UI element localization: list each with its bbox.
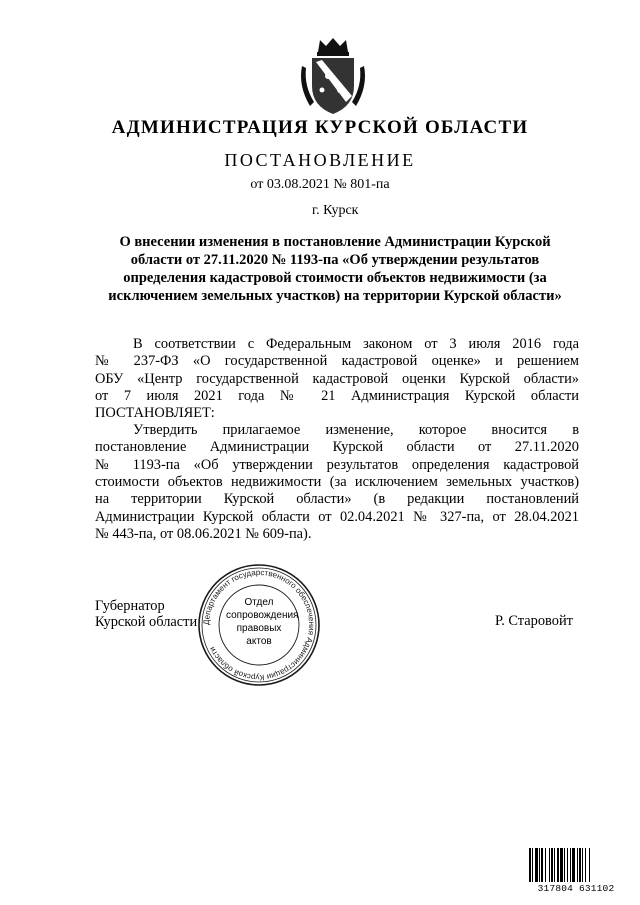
- barcode-bar: [541, 848, 543, 882]
- barcode-bar: [532, 848, 533, 882]
- barcode-bar: [579, 848, 581, 882]
- barcode-bar: [549, 848, 550, 882]
- barcode-bar: [589, 848, 590, 882]
- barcode-bar: [564, 848, 565, 882]
- body-line: № 237-ФЗ «О государственной кадастровой оценке» и решением: [95, 353, 579, 369]
- body-line: на территории Курской области» (в редакции постановлений: [95, 491, 579, 507]
- document-place: г. Курск: [312, 203, 359, 218]
- stamp-line: актов: [246, 636, 272, 647]
- stamp-inner-text: [226, 596, 299, 648]
- signatory-region: Курской области: [95, 614, 198, 630]
- signatory-name: Р. Старовойт: [495, 613, 573, 629]
- barcode-bar: [572, 848, 575, 882]
- coat-of-arms-icon: [296, 36, 370, 116]
- barcode-bar: [551, 848, 553, 882]
- barcode-bar: [529, 848, 531, 882]
- barcode-bar: [582, 848, 583, 882]
- organization-title: АДМИНИСТРАЦИЯ КУРСКОЙ ОБЛАСТИ: [111, 117, 529, 138]
- barcode-bar: [545, 848, 546, 882]
- document-date-number: от 03.08.2021 № 801-па: [250, 177, 390, 192]
- stamp-ring-text: Департамент государственного обеспечения Администрации Курской области: [201, 567, 317, 683]
- document-type: ПОСТАНОВЛЕНИЕ: [224, 150, 416, 170]
- document-subject: [100, 233, 570, 305]
- stamp-line: Отдел: [244, 597, 274, 608]
- subject-line: области от 27.11.2020 № 1193-па «Об утверждении результатов: [130, 252, 540, 268]
- barcode-bar: [557, 848, 559, 882]
- barcode-bar: [570, 848, 571, 882]
- subject-line: исключением земельных участков) на территории Курской области»: [108, 288, 562, 304]
- barcode-bar: [567, 848, 568, 882]
- barcode-bar: [560, 848, 563, 882]
- barcode-bar: [585, 848, 586, 882]
- subject-line: О внесении изменения в постановление Администрации Курской: [119, 234, 551, 250]
- body-line: ПОСТАНОВЛЯЕТ:: [95, 405, 215, 421]
- body-line: постановление Администрации Курской области от 27.11.2020: [95, 439, 579, 455]
- body-line: № 1193-па «Об утверждении результатов определения кадастровой: [95, 457, 579, 473]
- body-line: ОБУ «Центр государственной кадастровой оценки Курской области»: [95, 371, 579, 387]
- body-line: стоимости объектов недвижимости (за исключением земельных участков): [95, 474, 579, 490]
- barcode-number: 317804 631102: [537, 883, 615, 894]
- body-line: Администрации Курской области от 02.04.2021 № 327-па, от 28.04.2021: [95, 509, 579, 525]
- body-line: № 443-па, от 08.06.2021 № 609-па).: [95, 526, 312, 542]
- stamp-line: сопровождения: [226, 610, 299, 621]
- body-line: В соответствии с Федеральным законом от 3 июля 2016 года: [133, 336, 579, 352]
- barcode-bar: [554, 848, 555, 882]
- barcode-bar: [535, 848, 538, 882]
- body-line: Утвердить прилагаемое изменение, которое вносится в: [133, 422, 579, 438]
- barcode-bar: [577, 848, 578, 882]
- subject-line: определения кадастровой стоимости объектов недвижимости (за: [123, 270, 547, 286]
- barcode-bar: [539, 848, 540, 882]
- stamp-line: правовых: [236, 623, 282, 634]
- signatory-title: Губернатор: [95, 598, 165, 614]
- body-line: от 7 июля 2021 года № 21 Администрация Курской области: [95, 388, 579, 404]
